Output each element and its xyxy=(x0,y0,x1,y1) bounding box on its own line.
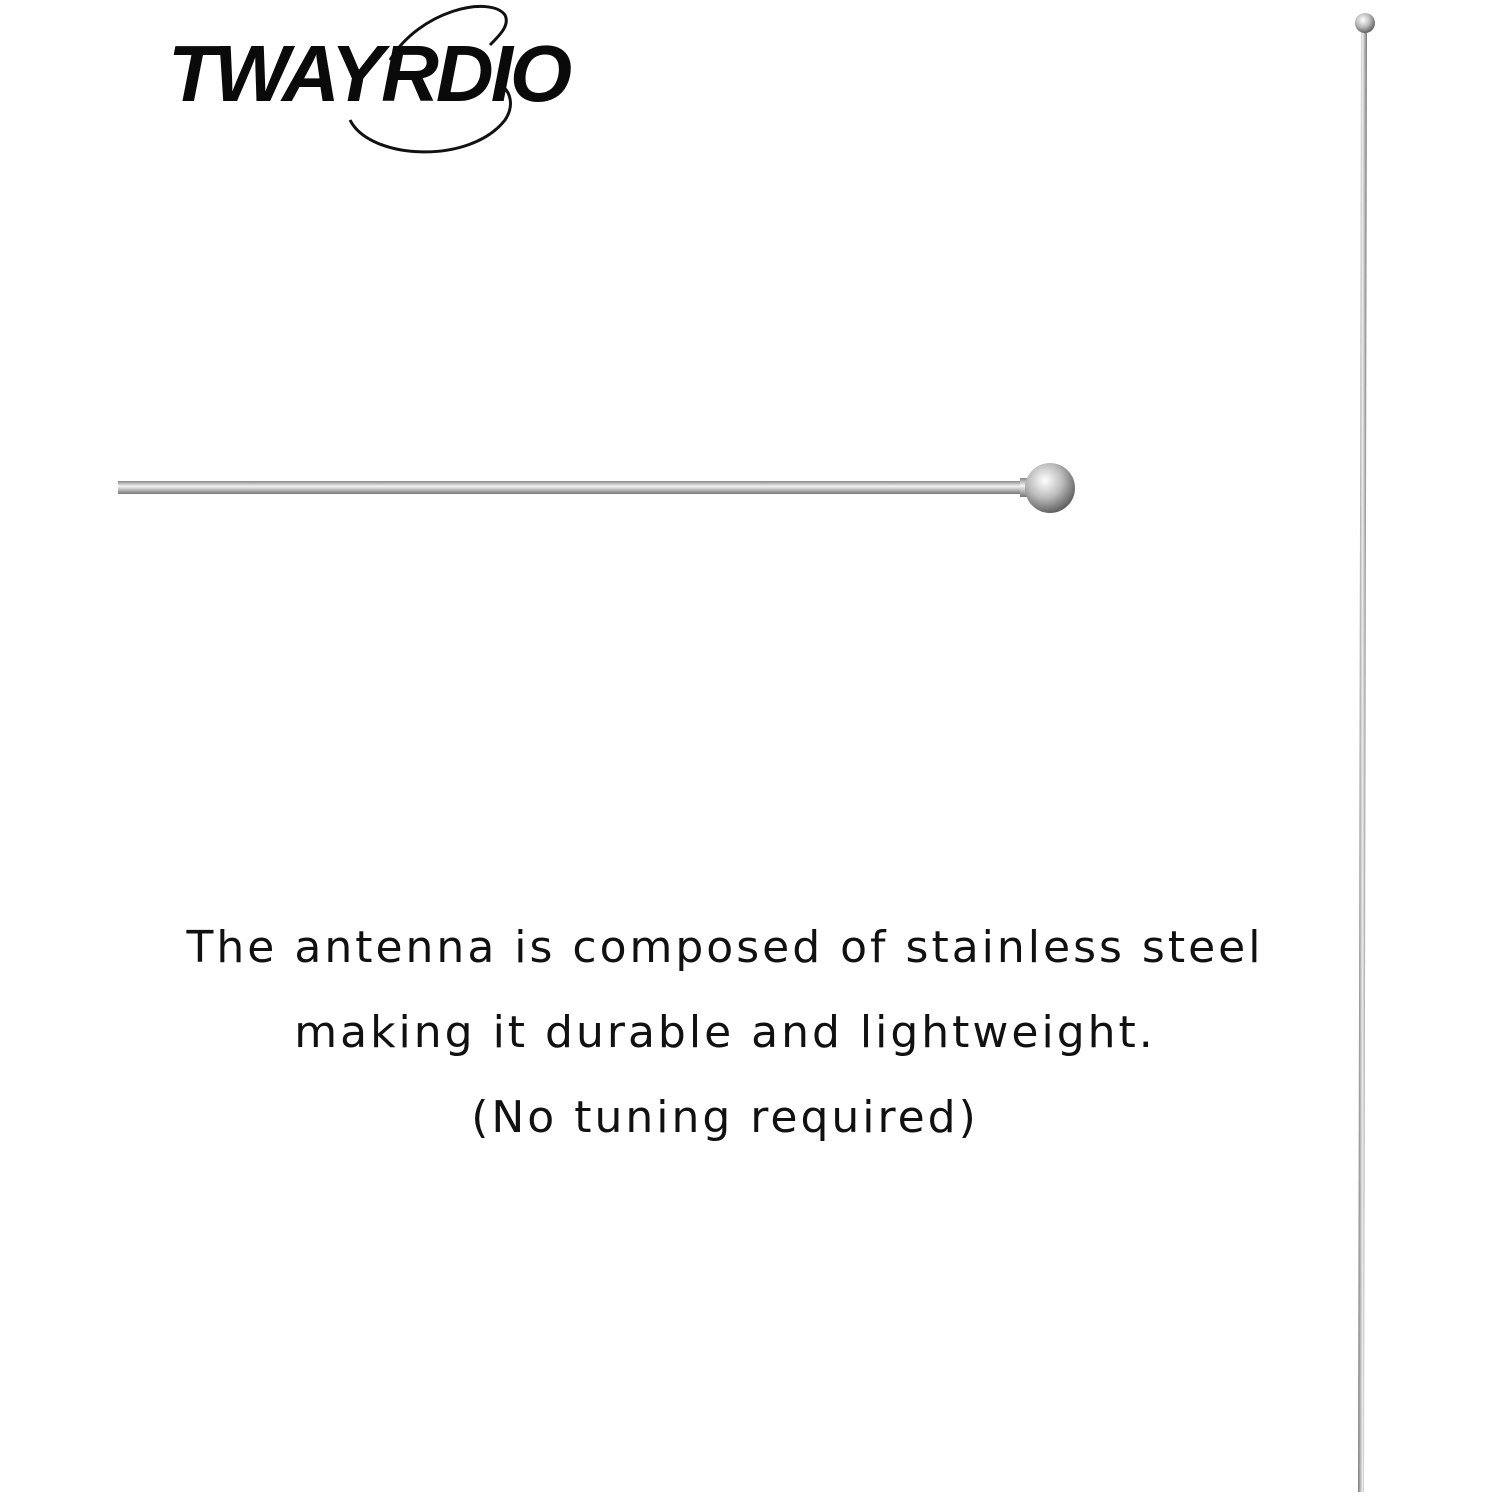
vertical-antenna-rod xyxy=(1355,13,1375,1492)
horizontal-antenna-rod xyxy=(118,463,1075,513)
logo-text: TWAYRDIO xyxy=(168,29,570,118)
caption-line-3: (No tuning required) xyxy=(471,1092,979,1143)
caption-line-1: The antenna is composed of stainless steel xyxy=(186,922,1264,973)
caption-line-2: making it durable and lightweight. xyxy=(294,1007,1156,1058)
